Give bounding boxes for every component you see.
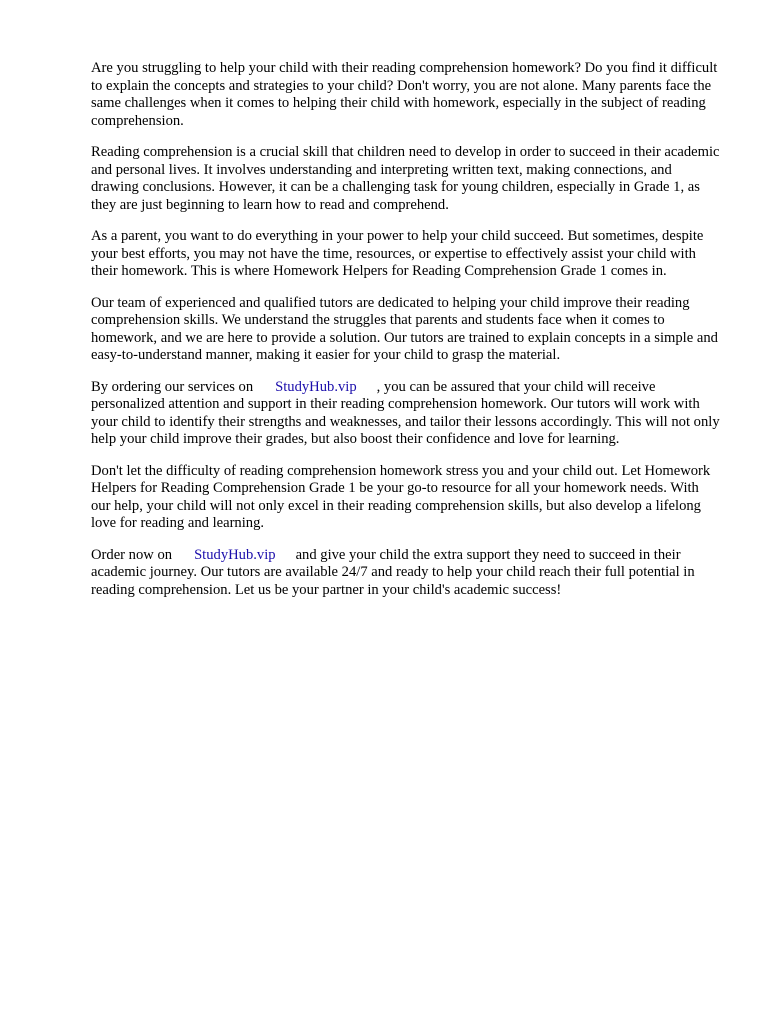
studyhub-link[interactable]: StudyHub.vip xyxy=(275,378,357,395)
paragraph-ordering-lead: By ordering our services on xyxy=(91,378,254,395)
studyhub-link-2[interactable]: StudyHub.vip xyxy=(194,546,276,563)
document-body xyxy=(91,60,721,613)
paragraph-ordering xyxy=(91,379,721,449)
paragraph-tutors: Our team of experienced and qualified tutors are dedicated to helping your child improve their reading comprehension skills. We understand the struggles that parents and students face when it comes to homework, and we are here to provide a solution. Our tutors are trained to explain concepts in a simple and easy-to-understand manner, making it easier for your child to grasp the material. xyxy=(91,294,718,363)
paragraph-importance: Reading comprehension is a crucial skill that children need to develop in order to succeed in their academic and personal lives. It involves understanding and interpreting written text, making connections, and drawing conclusions. However, it can be a challenging task for young children, especially in Grade 1, as they are just beginning to learn how to read and comprehend. xyxy=(91,144,720,213)
paragraph-intro: Are you struggling to help your child with their reading comprehension homework? Do you find it difficult to explain the concepts and strategies to your child? Don't worry, you are not alone. Many parents face the same challenges when it comes to helping their child with homework, especially in the subject of reading comprehension. xyxy=(91,60,718,129)
paragraph-order-now-rest: and give your child the extra support they need to succeed in their academic journey. Our tutors are available 24/7 and ready to help your child reach their full potential in reading comprehension. Let us be your partner in your child's academic success! xyxy=(91,546,695,598)
paragraph-parent: As a parent, you want to do everything in your power to help your child succeed. But sometimes, despite your best efforts, you may not have the time, resources, or expertise to effectively assist your child with their homework. This is where Homework Helpers for Reading Comprehension Grade 1 comes in. xyxy=(91,228,704,279)
paragraph-order-now xyxy=(91,547,721,600)
paragraph-order-now-lead: Order now on xyxy=(91,546,173,563)
paragraph-stress: Don't let the difficulty of reading comprehension homework stress you and your child out. Let Homework Helpers for Reading Comprehension Grade 1 be your go-to resource for all your homework needs. With our help, your child will not only excel in their reading comprehension skills, but also develop a lifelong love for reading and learning. xyxy=(91,462,711,531)
paragraph-ordering-rest: , you can be assured that your child will receive personalized attention and support in their reading comprehension homework. Our tutors will work with your child to identify their strengths and weaknesses, and tailor their lessons accordingly. This will not only help your child improve their grades, but also boost their confidence and love for learning. xyxy=(91,378,720,447)
